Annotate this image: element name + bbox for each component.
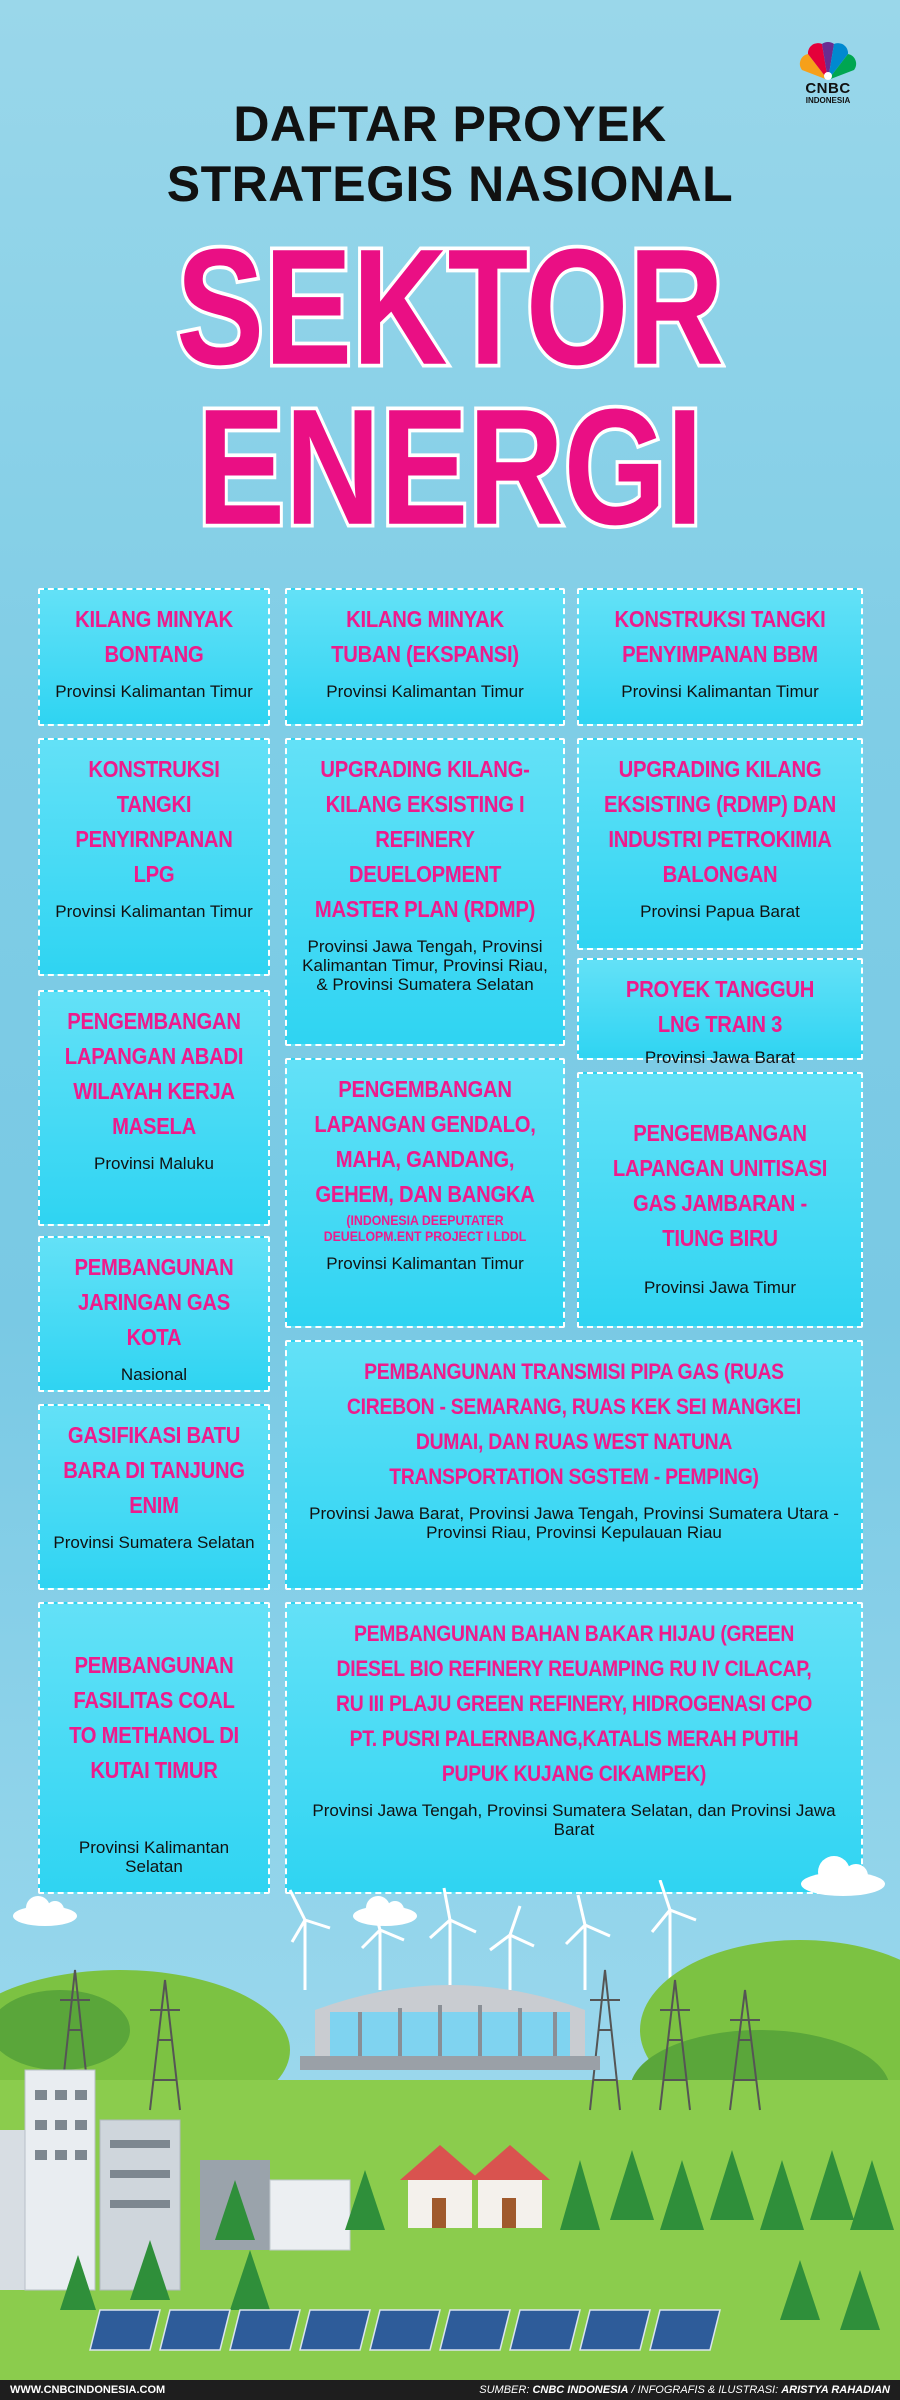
header-big-2: ENERGI <box>196 375 704 559</box>
project-card-balongan <box>577 738 863 950</box>
project-card-masela <box>38 990 270 1226</box>
project-card-bahan-bakar-hijau <box>285 1602 863 1894</box>
card-title: KILANG MINYAK BONTANG <box>75 606 233 667</box>
wind-turbine-icon <box>290 1880 696 1990</box>
project-card-rdmp <box>285 738 565 1046</box>
project-card-tangki-lpg <box>38 738 270 976</box>
card-province: Provinsi Kalimantan Timur <box>326 1254 524 1273</box>
header-line-1: DAFTAR PROYEK <box>233 96 667 152</box>
card-province: Provinsi Kalimantan Selatan <box>78 1838 230 1876</box>
card-province: Provinsi Maluku <box>94 1154 214 1173</box>
card-province: Provinsi Jawa Tengah, Provinsi Sumatera Selatan, dan Provinsi Jawa Barat <box>312 1801 836 1839</box>
header-line-2: STRATEGIS NASIONAL <box>166 156 734 212</box>
footer-website: WWW.CNBCINDONESIA.COM <box>10 2384 166 2396</box>
footer-credits <box>479 2380 890 2400</box>
card-title: PEMBANGUNAN FASILITAS COAL TO METHANOL DI KUTAI TIMUR <box>69 1652 239 1783</box>
project-card-gasifikasi <box>38 1404 270 1590</box>
footer-source-label: SUMBER: <box>479 2384 533 2396</box>
solar-panel-icon <box>90 2310 720 2350</box>
logo-name: CNBC <box>805 80 851 97</box>
energy-landscape-illustration <box>0 1880 900 2380</box>
footer-bar <box>0 2380 900 2400</box>
card-title: KONSTRUKSI TANGKI PENYIRNPANAN LPG <box>75 756 233 887</box>
card-title: UPGRADING KILANG-KILANG EKSISTING I REFINERY DEUELOPMENT MASTER PLAN (RDMP) <box>314 756 536 922</box>
card-subtitle: (INDONESIA DEEPUTATER DEUELOPM.ENT PROJECT I LDDL <box>323 1212 527 1244</box>
card-title: PROYEK TANGGUH LNG TRAIN 3 <box>625 976 815 1037</box>
card-title: GASIFIKASI BATU BARA DI TANJUNG ENIM <box>63 1422 245 1518</box>
project-card-coal-methanol <box>38 1602 270 1894</box>
footer-credit: ARISTYA RAHADIAN <box>781 2384 890 2396</box>
project-card-tuban <box>285 588 565 726</box>
card-title: PEMBANGUNAN BAHAN BAKAR HIJAU (GREEN DIESEL BIO REFINERY REUAMPING RU IV CILACAP, RU III PLAJU GREEN REFINERY, HIDROGENASI CPO PT. PUSRI PALERNBANG,KATALIS MERAH PUTIH PUPUK KUJANG CIKAMPEK) <box>335 1621 813 1786</box>
card-province: Provinsi Kalimantan Timur <box>326 682 524 701</box>
card-province: Provinsi Kalimantan Timur <box>621 682 819 701</box>
footer-source: CNBC INDONESIA <box>532 2384 629 2396</box>
card-province: Provinsi Jawa Tengah, Provinsi Kalimantan Timur, Provinsi Riau, & Provinsi Sumatera Selatan <box>302 937 548 994</box>
peacock-icon <box>799 40 857 82</box>
card-title: KONSTRUKSI TANGKI PENYIMPANAN BBM <box>614 606 826 667</box>
card-province: Provinsi Sumatera Selatan <box>53 1533 255 1552</box>
card-title: UPGRADING KILANG EKSISTING (RDMP) DAN INDUSTRI PETROKIMIA BALONGAN <box>604 756 836 887</box>
card-title: PEMBANGUNAN TRANSMISI PIPA GAS (RUAS CIREBON - SEMARANG, RUAS KEK SEI MANGKEI DUMAI, DAN RUAS WEST NATUNA TRANSPORTATION SGSTEM - PEMPING) <box>346 1359 802 1489</box>
project-card-idd <box>285 1058 565 1328</box>
project-card-transmisi-pipa <box>285 1340 863 1590</box>
card-province: Provinsi Kalimantan Timur <box>55 682 253 701</box>
dam-icon <box>300 1985 600 2070</box>
footer-credit-label: / INFOGRAFIS & ILUSTRASI: <box>628 2384 782 2396</box>
card-province: Provinsi Jawa Barat <box>644 1048 796 1067</box>
card-province: Nasional <box>120 1365 188 1384</box>
header-big-1: SEKTOR <box>176 215 724 399</box>
project-card-tangguh <box>577 958 863 1067</box>
card-title: KILANG MINYAK TUBAN (EKSPANSI) <box>331 606 519 667</box>
project-card-jargas <box>38 1236 270 1392</box>
project-card-tangki-bbm <box>577 588 863 726</box>
card-title: PENGEMBANGAN LAPANGAN GENDALO, MAHA, GANDANG, GEHEM, DAN BANGKA <box>314 1076 536 1207</box>
card-title: PENGEMBANGAN LAPANGAN UNITISASI GAS JAMBARAN - TIUNG BIRU <box>612 1120 828 1251</box>
project-card-jambaran <box>577 1072 863 1328</box>
card-province: Provinsi Jawa Barat, Provinsi Jawa Tengah, Provinsi Sumatera Utara - Provinsi Riau, Provinsi Kepulauan Riau <box>309 1504 839 1542</box>
logo-subtitle: INDONESIA <box>805 96 851 105</box>
card-title: PENGEMBANGAN LAPANGAN ABADI WILAYAH KERJA MASELA <box>64 1008 244 1139</box>
card-title: PEMBANGUNAN JARINGAN GAS KOTA <box>74 1254 234 1350</box>
card-province: Provinsi Jawa Timur <box>643 1278 797 1297</box>
card-province: Provinsi Kalimantan Timur <box>55 902 253 921</box>
card-province: Provinsi Papua Barat <box>640 902 800 921</box>
project-card-bontang <box>38 588 270 726</box>
